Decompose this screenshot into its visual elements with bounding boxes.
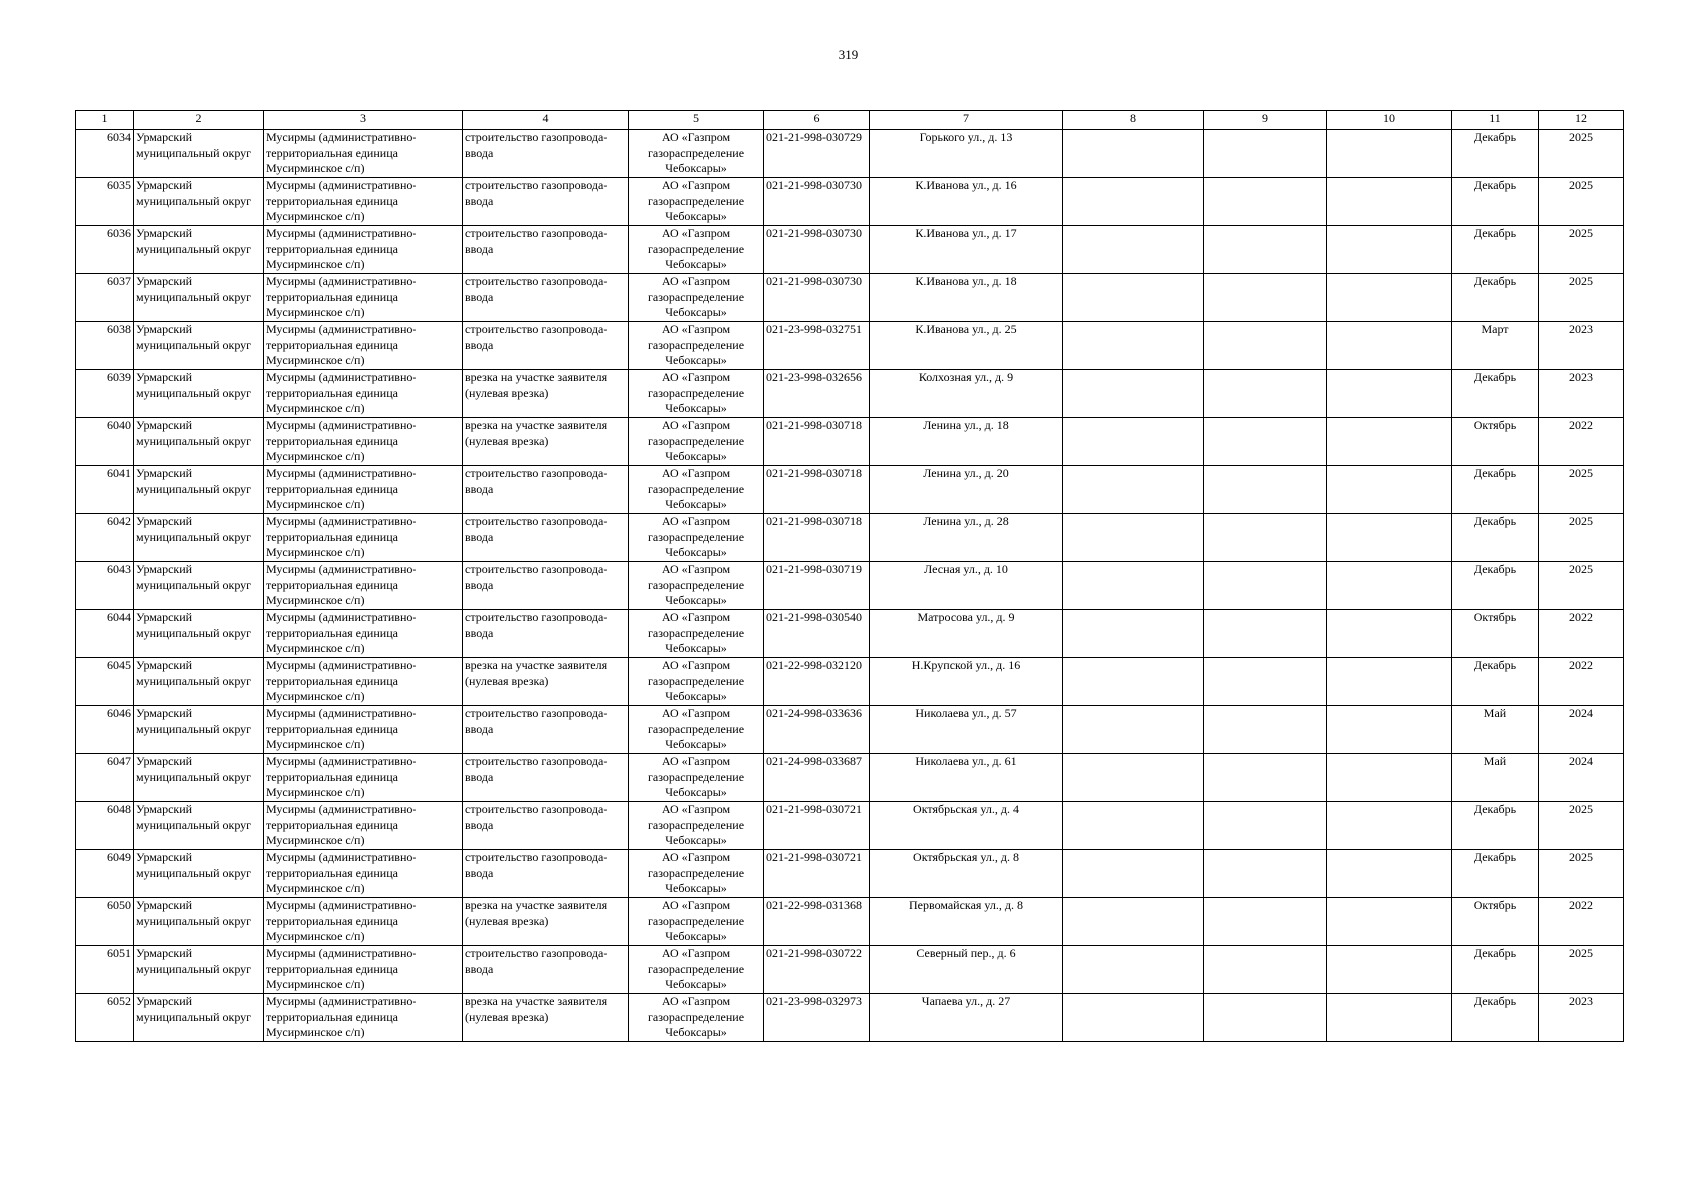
column-9-cell — [1204, 802, 1327, 850]
column-header-4: 4 — [463, 111, 629, 130]
year-cell: 2025 — [1539, 946, 1624, 994]
row-number-cell: 6041 — [76, 466, 134, 514]
work-type-cell: строительство газопровода-ввода — [463, 610, 629, 658]
organization-cell: АО «Газпром газораспределение Чебоксары» — [629, 802, 764, 850]
column-10-cell — [1327, 802, 1452, 850]
address-cell: Матросова ул., д. 9 — [870, 610, 1063, 658]
year-cell: 2022 — [1539, 658, 1624, 706]
code-cell: 021-21-998-030721 — [764, 802, 870, 850]
address-cell: К.Иванова ул., д. 18 — [870, 274, 1063, 322]
address-cell: Колхозная ул., д. 9 — [870, 370, 1063, 418]
row-number-cell: 6036 — [76, 226, 134, 274]
column-8-cell — [1063, 418, 1204, 466]
organization-cell: АО «Газпром газораспределение Чебоксары» — [629, 514, 764, 562]
district-cell: Урмарский муниципальный округ — [134, 130, 264, 178]
table-row — [76, 274, 1624, 322]
row-number-cell: 6042 — [76, 514, 134, 562]
district-cell: Урмарский муниципальный округ — [134, 706, 264, 754]
address-cell: Северный пер., д. 6 — [870, 946, 1063, 994]
settlement-cell: Мусирмы (административно-территориальная единица Мусирминское с/п) — [264, 898, 463, 946]
year-cell: 2023 — [1539, 370, 1624, 418]
month-cell: Октябрь — [1452, 418, 1539, 466]
column-10-cell — [1327, 274, 1452, 322]
organization-cell: АО «Газпром газораспределение Чебоксары» — [629, 418, 764, 466]
address-cell: Октябрьская ул., д. 4 — [870, 802, 1063, 850]
settlement-cell: Мусирмы (административно-территориальная единица Мусирминское с/п) — [264, 754, 463, 802]
district-cell: Урмарский муниципальный округ — [134, 610, 264, 658]
organization-cell: АО «Газпром газораспределение Чебоксары» — [629, 946, 764, 994]
month-cell: Декабрь — [1452, 514, 1539, 562]
code-cell: 021-23-998-032973 — [764, 994, 870, 1042]
column-9-cell — [1204, 370, 1327, 418]
district-cell: Урмарский муниципальный округ — [134, 850, 264, 898]
work-type-cell: строительство газопровода-ввода — [463, 274, 629, 322]
month-cell: Декабрь — [1452, 946, 1539, 994]
district-cell: Урмарский муниципальный округ — [134, 898, 264, 946]
address-cell: К.Иванова ул., д. 25 — [870, 322, 1063, 370]
column-8-cell — [1063, 850, 1204, 898]
month-cell: Декабрь — [1452, 802, 1539, 850]
column-8-cell — [1063, 370, 1204, 418]
settlement-cell: Мусирмы (административно-территориальная единица Мусирминское с/п) — [264, 946, 463, 994]
year-cell: 2024 — [1539, 754, 1624, 802]
organization-cell: АО «Газпром газораспределение Чебоксары» — [629, 466, 764, 514]
district-cell: Урмарский муниципальный округ — [134, 418, 264, 466]
row-number-cell: 6048 — [76, 802, 134, 850]
code-cell: 021-23-998-032656 — [764, 370, 870, 418]
column-8-cell — [1063, 754, 1204, 802]
column-9-cell — [1204, 658, 1327, 706]
settlement-cell: Мусирмы (административно-территориальная единица Мусирминское с/п) — [264, 322, 463, 370]
district-cell: Урмарский муниципальный округ — [134, 274, 264, 322]
column-8-cell — [1063, 994, 1204, 1042]
year-cell: 2023 — [1539, 322, 1624, 370]
table-row — [76, 418, 1624, 466]
code-cell: 021-21-998-030719 — [764, 562, 870, 610]
year-cell: 2025 — [1539, 514, 1624, 562]
address-cell: Чапаева ул., д. 27 — [870, 994, 1063, 1042]
column-8-cell — [1063, 658, 1204, 706]
column-10-cell — [1327, 898, 1452, 946]
district-cell: Урмарский муниципальный округ — [134, 658, 264, 706]
year-cell: 2025 — [1539, 466, 1624, 514]
work-type-cell: строительство газопровода-ввода — [463, 946, 629, 994]
column-10-cell — [1327, 754, 1452, 802]
organization-cell: АО «Газпром газораспределение Чебоксары» — [629, 994, 764, 1042]
organization-cell: АО «Газпром газораспределение Чебоксары» — [629, 226, 764, 274]
work-type-cell: строительство газопровода-ввода — [463, 514, 629, 562]
column-9-cell — [1204, 274, 1327, 322]
year-cell: 2022 — [1539, 610, 1624, 658]
code-cell: 021-21-998-030540 — [764, 610, 870, 658]
column-9-cell — [1204, 994, 1327, 1042]
month-cell: Декабрь — [1452, 226, 1539, 274]
code-cell: 021-21-998-030718 — [764, 418, 870, 466]
column-header-12: 12 — [1539, 111, 1624, 130]
settlement-cell: Мусирмы (административно-территориальная единица Мусирминское с/п) — [264, 466, 463, 514]
work-type-cell: строительство газопровода-ввода — [463, 850, 629, 898]
address-cell: Н.Крупской ул., д. 16 — [870, 658, 1063, 706]
code-cell: 021-24-998-033636 — [764, 706, 870, 754]
row-number-cell: 6039 — [76, 370, 134, 418]
table-row — [76, 610, 1624, 658]
address-cell: Николаева ул., д. 57 — [870, 706, 1063, 754]
district-cell: Урмарский муниципальный округ — [134, 802, 264, 850]
column-header-9: 9 — [1204, 111, 1327, 130]
settlement-cell: Мусирмы (административно-территориальная единица Мусирминское с/п) — [264, 226, 463, 274]
settlement-cell: Мусирмы (административно-территориальная единица Мусирминское с/п) — [264, 658, 463, 706]
column-10-cell — [1327, 370, 1452, 418]
column-9-cell — [1204, 178, 1327, 226]
year-cell: 2025 — [1539, 850, 1624, 898]
column-9-cell — [1204, 466, 1327, 514]
row-number-cell: 6040 — [76, 418, 134, 466]
table-row — [76, 706, 1624, 754]
column-header-6: 6 — [764, 111, 870, 130]
table-row — [76, 898, 1624, 946]
table-row — [76, 322, 1624, 370]
column-9-cell — [1204, 898, 1327, 946]
work-type-cell: строительство газопровода-ввода — [463, 130, 629, 178]
table-row — [76, 850, 1624, 898]
address-cell: Ленина ул., д. 28 — [870, 514, 1063, 562]
month-cell: Октябрь — [1452, 610, 1539, 658]
column-header-8: 8 — [1063, 111, 1204, 130]
table-row — [76, 178, 1624, 226]
month-cell: Декабрь — [1452, 850, 1539, 898]
district-cell: Урмарский муниципальный округ — [134, 370, 264, 418]
table-row — [76, 562, 1624, 610]
column-10-cell — [1327, 130, 1452, 178]
table-header — [76, 111, 1624, 130]
month-cell: Март — [1452, 322, 1539, 370]
column-9-cell — [1204, 514, 1327, 562]
column-header-11: 11 — [1452, 111, 1539, 130]
address-cell: Октябрьская ул., д. 8 — [870, 850, 1063, 898]
district-cell: Урмарский муниципальный округ — [134, 322, 264, 370]
column-8-cell — [1063, 130, 1204, 178]
settlement-cell: Мусирмы (административно-территориальная единица Мусирминское с/п) — [264, 418, 463, 466]
code-cell: 021-23-998-032751 — [764, 322, 870, 370]
column-10-cell — [1327, 562, 1452, 610]
column-10-cell — [1327, 322, 1452, 370]
column-8-cell — [1063, 610, 1204, 658]
row-number-cell: 6035 — [76, 178, 134, 226]
column-8-cell — [1063, 802, 1204, 850]
work-type-cell: строительство газопровода-ввода — [463, 178, 629, 226]
column-8-cell — [1063, 274, 1204, 322]
column-8-cell — [1063, 706, 1204, 754]
month-cell: Май — [1452, 706, 1539, 754]
row-number-cell: 6051 — [76, 946, 134, 994]
settlement-cell: Мусирмы (административно-территориальная единица Мусирминское с/п) — [264, 802, 463, 850]
column-9-cell — [1204, 562, 1327, 610]
column-10-cell — [1327, 610, 1452, 658]
column-8-cell — [1063, 514, 1204, 562]
column-8-cell — [1063, 898, 1204, 946]
district-cell: Урмарский муниципальный округ — [134, 562, 264, 610]
organization-cell: АО «Газпром газораспределение Чебоксары» — [629, 898, 764, 946]
organization-cell: АО «Газпром газораспределение Чебоксары» — [629, 610, 764, 658]
column-10-cell — [1327, 226, 1452, 274]
row-number-cell: 6045 — [76, 658, 134, 706]
month-cell: Декабрь — [1452, 994, 1539, 1042]
row-number-cell: 6034 — [76, 130, 134, 178]
address-cell: Николаева ул., д. 61 — [870, 754, 1063, 802]
organization-cell: АО «Газпром газораспределение Чебоксары» — [629, 370, 764, 418]
work-type-cell: врезка на участке заявителя (нулевая врезка) — [463, 418, 629, 466]
month-cell: Декабрь — [1452, 178, 1539, 226]
year-cell: 2022 — [1539, 418, 1624, 466]
row-number-cell: 6049 — [76, 850, 134, 898]
column-8-cell — [1063, 946, 1204, 994]
work-type-cell: строительство газопровода-ввода — [463, 562, 629, 610]
organization-cell: АО «Газпром газораспределение Чебоксары» — [629, 178, 764, 226]
code-cell: 021-21-998-030721 — [764, 850, 870, 898]
column-9-cell — [1204, 850, 1327, 898]
work-type-cell: врезка на участке заявителя (нулевая врезка) — [463, 370, 629, 418]
code-cell: 021-21-998-030718 — [764, 514, 870, 562]
year-cell: 2025 — [1539, 562, 1624, 610]
column-9-cell — [1204, 226, 1327, 274]
column-8-cell — [1063, 178, 1204, 226]
row-number-cell: 6043 — [76, 562, 134, 610]
address-cell: Ленина ул., д. 18 — [870, 418, 1063, 466]
column-header-10: 10 — [1327, 111, 1452, 130]
column-8-cell — [1063, 322, 1204, 370]
address-cell: Лесная ул., д. 10 — [870, 562, 1063, 610]
year-cell: 2025 — [1539, 178, 1624, 226]
year-cell: 2022 — [1539, 898, 1624, 946]
organization-cell: АО «Газпром газораспределение Чебоксары» — [629, 754, 764, 802]
table-body — [76, 130, 1624, 1042]
code-cell: 021-22-998-031368 — [764, 898, 870, 946]
row-number-cell: 6046 — [76, 706, 134, 754]
address-cell: К.Иванова ул., д. 17 — [870, 226, 1063, 274]
work-type-cell: врезка на участке заявителя (нулевая врезка) — [463, 898, 629, 946]
work-type-cell: строительство газопровода-ввода — [463, 706, 629, 754]
column-9-cell — [1204, 946, 1327, 994]
year-cell: 2025 — [1539, 130, 1624, 178]
month-cell: Декабрь — [1452, 466, 1539, 514]
work-type-cell: строительство газопровода-ввода — [463, 754, 629, 802]
table-row — [76, 802, 1624, 850]
column-10-cell — [1327, 418, 1452, 466]
code-cell: 021-22-998-032120 — [764, 658, 870, 706]
settlement-cell: Мусирмы (административно-территориальная единица Мусирминское с/п) — [264, 370, 463, 418]
work-type-cell: врезка на участке заявителя (нулевая врезка) — [463, 658, 629, 706]
row-number-cell: 6052 — [76, 994, 134, 1042]
settlement-cell: Мусирмы (административно-территориальная единица Мусирминское с/п) — [264, 130, 463, 178]
column-9-cell — [1204, 610, 1327, 658]
month-cell: Декабрь — [1452, 370, 1539, 418]
district-cell: Урмарский муниципальный округ — [134, 178, 264, 226]
column-10-cell — [1327, 178, 1452, 226]
district-cell: Урмарский муниципальный округ — [134, 226, 264, 274]
organization-cell: АО «Газпром газораспределение Чебоксары» — [629, 274, 764, 322]
organization-cell: АО «Газпром газораспределение Чебоксары» — [629, 706, 764, 754]
row-number-cell: 6038 — [76, 322, 134, 370]
row-number-cell: 6037 — [76, 274, 134, 322]
month-cell: Декабрь — [1452, 658, 1539, 706]
column-10-cell — [1327, 658, 1452, 706]
table-row — [76, 994, 1624, 1042]
table-row — [76, 130, 1624, 178]
code-cell: 021-21-998-030730 — [764, 178, 870, 226]
settlement-cell: Мусирмы (административно-территориальная единица Мусирминское с/п) — [264, 610, 463, 658]
column-10-cell — [1327, 850, 1452, 898]
column-10-cell — [1327, 466, 1452, 514]
organization-cell: АО «Газпром газораспределение Чебоксары» — [629, 322, 764, 370]
district-cell: Урмарский муниципальный округ — [134, 946, 264, 994]
page-number: 319 — [838, 47, 859, 62]
organization-cell: АО «Газпром газораспределение Чебоксары» — [629, 562, 764, 610]
table-row — [76, 514, 1624, 562]
organization-cell: АО «Газпром газораспределение Чебоксары» — [629, 130, 764, 178]
table-row — [76, 370, 1624, 418]
column-header-7: 7 — [870, 111, 1063, 130]
year-cell: 2025 — [1539, 226, 1624, 274]
organization-cell: АО «Газпром газораспределение Чебоксары» — [629, 658, 764, 706]
column-header-3: 3 — [264, 111, 463, 130]
district-cell: Урмарский муниципальный округ — [134, 754, 264, 802]
address-cell: Первомайская ул., д. 8 — [870, 898, 1063, 946]
table-row — [76, 754, 1624, 802]
year-cell: 2025 — [1539, 274, 1624, 322]
work-type-cell: врезка на участке заявителя (нулевая врезка) — [463, 994, 629, 1042]
year-cell: 2024 — [1539, 706, 1624, 754]
work-type-cell: строительство газопровода-ввода — [463, 802, 629, 850]
settlement-cell: Мусирмы (административно-территориальная единица Мусирминское с/п) — [264, 706, 463, 754]
row-number-cell: 6044 — [76, 610, 134, 658]
column-9-cell — [1204, 322, 1327, 370]
settlement-cell: Мусирмы (административно-территориальная единица Мусирминское с/п) — [264, 514, 463, 562]
table-row — [76, 226, 1624, 274]
settlement-cell: Мусирмы (административно-территориальная единица Мусирминское с/п) — [264, 994, 463, 1042]
table-row — [76, 466, 1624, 514]
address-cell: Горького ул., д. 13 — [870, 130, 1063, 178]
district-cell: Урмарский муниципальный округ — [134, 994, 264, 1042]
code-cell: 021-21-998-030730 — [764, 274, 870, 322]
column-8-cell — [1063, 562, 1204, 610]
column-9-cell — [1204, 706, 1327, 754]
column-9-cell — [1204, 130, 1327, 178]
address-cell: К.Иванова ул., д. 16 — [870, 178, 1063, 226]
column-8-cell — [1063, 466, 1204, 514]
month-cell: Октябрь — [1452, 898, 1539, 946]
month-cell: Декабрь — [1452, 562, 1539, 610]
work-type-cell: строительство газопровода-ввода — [463, 322, 629, 370]
register-table — [75, 110, 1624, 1042]
code-cell: 021-21-998-030729 — [764, 130, 870, 178]
code-cell: 021-21-998-030722 — [764, 946, 870, 994]
column-header-5: 5 — [629, 111, 764, 130]
settlement-cell: Мусирмы (административно-территориальная единица Мусирминское с/п) — [264, 274, 463, 322]
header-row — [76, 111, 1624, 130]
month-cell: Май — [1452, 754, 1539, 802]
month-cell: Декабрь — [1452, 274, 1539, 322]
code-cell: 021-21-998-030718 — [764, 466, 870, 514]
year-cell: 2025 — [1539, 802, 1624, 850]
column-10-cell — [1327, 946, 1452, 994]
settlement-cell: Мусирмы (административно-территориальная единица Мусирминское с/п) — [264, 178, 463, 226]
settlement-cell: Мусирмы (административно-территориальная единица Мусирминское с/п) — [264, 562, 463, 610]
month-cell: Декабрь — [1452, 130, 1539, 178]
settlement-cell: Мусирмы (административно-территориальная единица Мусирминское с/п) — [264, 850, 463, 898]
column-header-2: 2 — [134, 111, 264, 130]
district-cell: Урмарский муниципальный округ — [134, 466, 264, 514]
column-10-cell — [1327, 706, 1452, 754]
column-9-cell — [1204, 754, 1327, 802]
row-number-cell: 6047 — [76, 754, 134, 802]
work-type-cell: строительство газопровода-ввода — [463, 226, 629, 274]
column-9-cell — [1204, 418, 1327, 466]
organization-cell: АО «Газпром газораспределение Чебоксары» — [629, 850, 764, 898]
column-10-cell — [1327, 994, 1452, 1042]
district-cell: Урмарский муниципальный округ — [134, 514, 264, 562]
column-10-cell — [1327, 514, 1452, 562]
code-cell: 021-21-998-030730 — [764, 226, 870, 274]
column-header-1: 1 — [76, 111, 134, 130]
address-cell: Ленина ул., д. 20 — [870, 466, 1063, 514]
column-8-cell — [1063, 226, 1204, 274]
code-cell: 021-24-998-033687 — [764, 754, 870, 802]
row-number-cell: 6050 — [76, 898, 134, 946]
table-row — [76, 658, 1624, 706]
year-cell: 2023 — [1539, 994, 1624, 1042]
table-row — [76, 946, 1624, 994]
work-type-cell: строительство газопровода-ввода — [463, 466, 629, 514]
